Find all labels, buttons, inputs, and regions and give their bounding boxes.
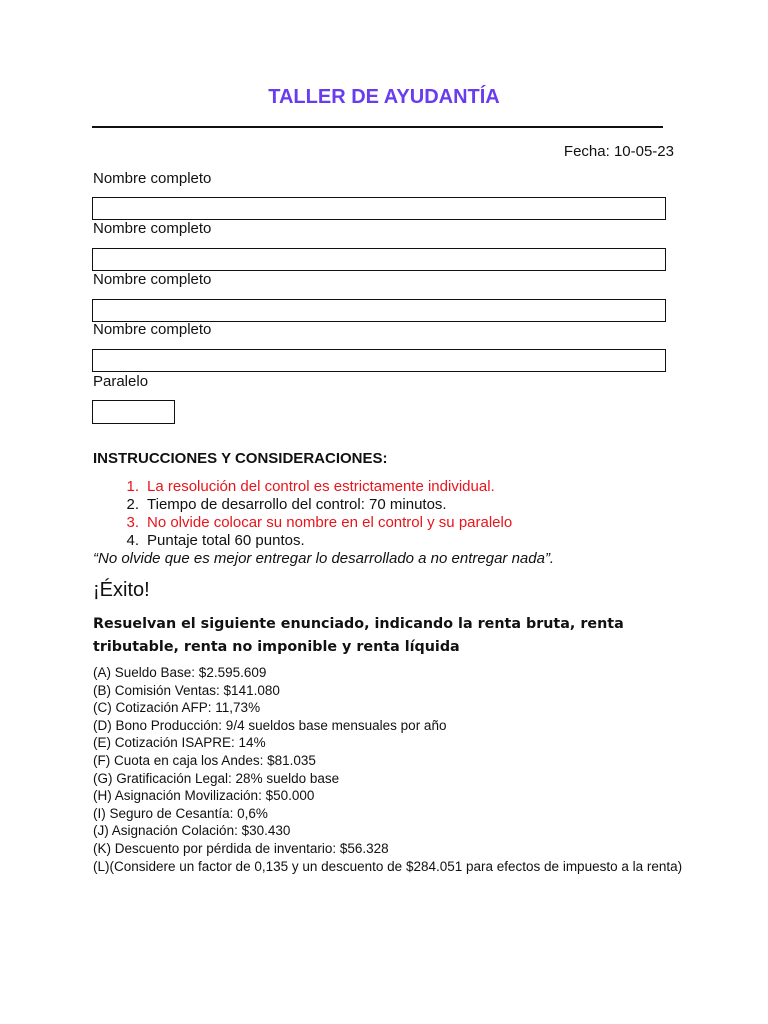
name-field-2[interactable] — [92, 248, 666, 271]
name-label-1: Nombre completo — [93, 170, 212, 187]
instruction-number: 2. — [126, 496, 139, 513]
instruction-number: 3. — [126, 514, 139, 531]
name-label-2: Nombre completo — [93, 220, 212, 237]
list-item: (I) Seguro de Cesantía: 0,6% — [93, 805, 268, 821]
instruction-text: Tiempo de desarrollo del control: 70 minutos. — [147, 496, 447, 513]
instruction-number: 1. — [126, 478, 139, 495]
list-item: (L)(Considere un factor de 0,135 y un descuento de $284.051 para efectos de impuesto a la renta) — [93, 858, 683, 874]
quote: “No olvide que es mejor entregar lo desarrollado a no entregar nada”. — [93, 550, 555, 567]
name-field-4[interactable] — [92, 349, 666, 372]
name-field-3[interactable] — [92, 299, 666, 322]
instruction-number: 4. — [126, 532, 139, 549]
instruction-item — [93, 478, 512, 496]
instructions-heading: INSTRUCCIONES Y CONSIDERACIONES: — [93, 450, 388, 467]
instructions-list — [93, 478, 512, 550]
paralelo-label: Paralelo — [93, 373, 149, 390]
instruction-item — [93, 496, 512, 514]
list-item: (E) Cotización ISAPRE: 14% — [93, 735, 266, 751]
list-item: (H) Asignación Movilización: $50.000 — [93, 788, 315, 804]
page-title: TALLER DE AYUDANTÍA — [268, 86, 500, 108]
list-item: (C) Cotización AFP: 11,73% — [93, 700, 261, 716]
list-item: (G) Gratificación Legal: 28% sueldo base — [93, 770, 340, 786]
instruction-text: Puntaje total 60 puntos. — [147, 532, 305, 549]
name-label-4: Nombre completo — [93, 321, 212, 338]
instruction-item — [93, 514, 512, 532]
paralelo-field[interactable] — [92, 400, 175, 424]
title-divider — [92, 126, 663, 128]
list-item: (K) Descuento por pérdida de inventario: $56.328 — [93, 840, 389, 856]
instruction-item — [93, 532, 512, 550]
list-item: (F) Cuota en caja los Andes: $81.035 — [93, 752, 316, 768]
name-field-1[interactable] — [92, 197, 666, 220]
problem-items-list — [93, 664, 683, 875]
list-item: (D) Bono Producción: 9/4 sueldos base mensuales por año — [93, 717, 447, 733]
list-item: (J) Asignación Colación: $30.430 — [93, 823, 291, 839]
instruction-text: No olvide colocar su nombre en el control y su paralelo — [147, 514, 513, 531]
date-label: Fecha: 10-05-23 — [563, 143, 674, 160]
list-item: (A) Sueldo Base: $2.595.609 — [93, 665, 267, 680]
list-item: (B) Comisión Ventas: $141.080 — [93, 682, 280, 698]
instruction-text: La resolución del control es estrictamente individual. — [147, 478, 495, 495]
problem-statement: Resuelvan el siguiente enunciado, indicando la renta bruta, renta tributable, renta no imponible y renta líquida — [93, 616, 624, 655]
exito-text: ¡Éxito! — [93, 579, 150, 601]
name-label-3: Nombre completo — [93, 271, 212, 288]
